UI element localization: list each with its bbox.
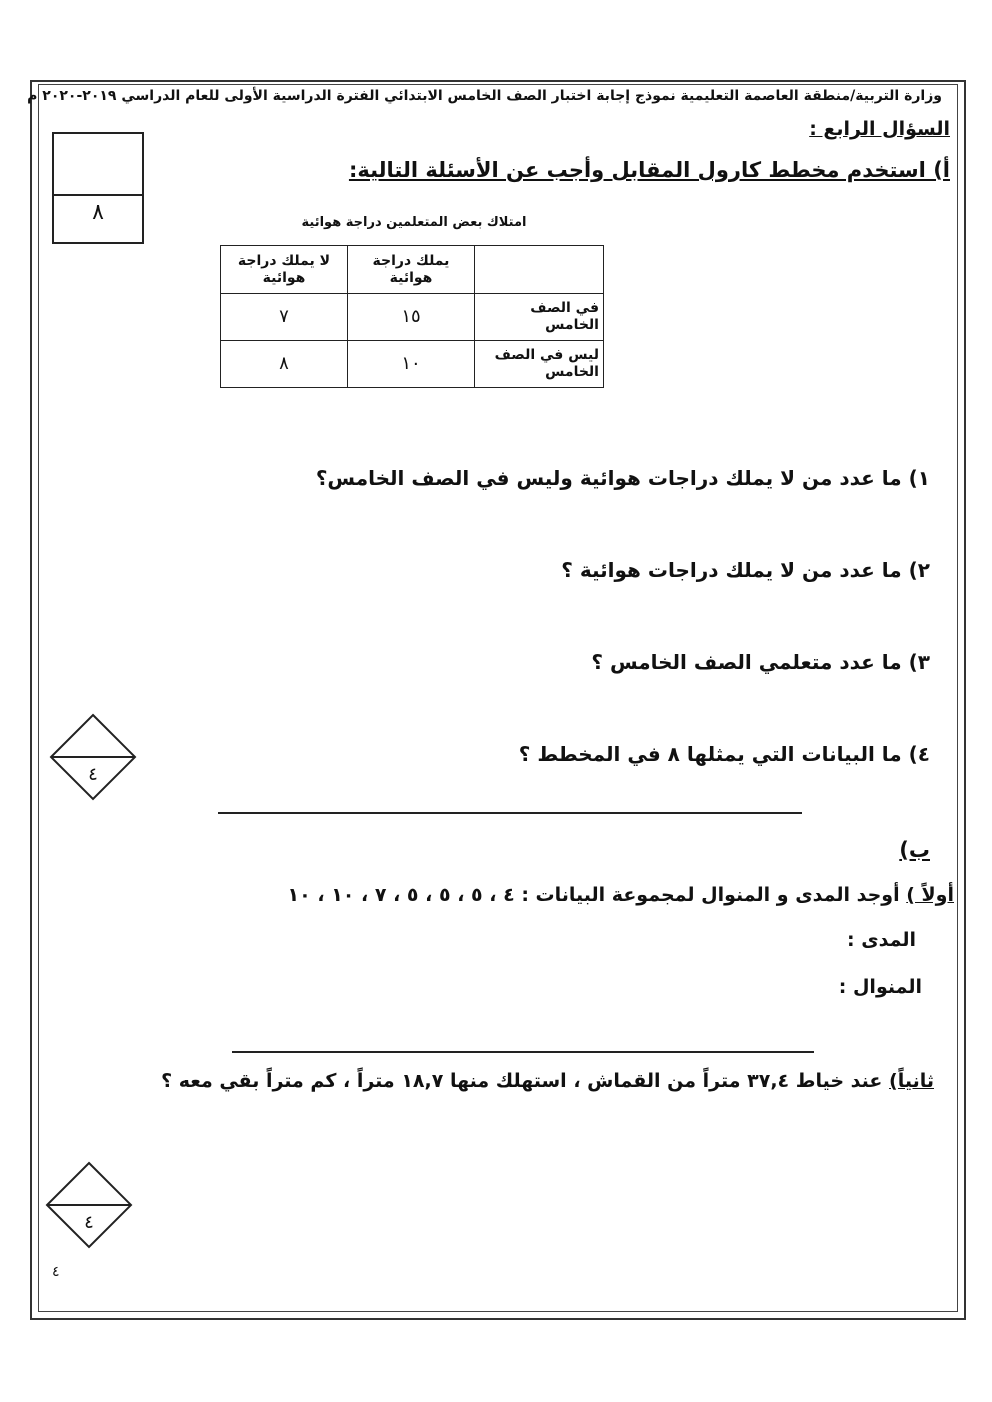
table-row xyxy=(221,294,604,341)
mode-label: المنوال : xyxy=(838,976,922,998)
diamond-shape xyxy=(48,712,138,802)
table-cell: ٧ xyxy=(221,294,348,341)
carroll-diagram xyxy=(220,245,604,388)
page-header: وزارة التربية/منطقة العاصمة التعليمية نموذج إجابة اختبار الصف الخامس الابتدائي الفترة الدراسية الأولى للعام الدراسي ٢٠١٩-٢٠٢٠ م xyxy=(27,88,942,104)
table-caption: امتلاك بعض المتعلمين دراجة هوائية xyxy=(301,215,527,230)
page-number: ٤ xyxy=(52,1264,60,1280)
diamond-score-b-value: ٤ xyxy=(84,1212,94,1233)
row-header: في الصف الخامس xyxy=(475,294,604,341)
question-title: السؤال الرابع : xyxy=(809,118,950,140)
row-header: ليس في الصف الخامس xyxy=(475,341,604,388)
diamond-score-b xyxy=(44,1160,134,1254)
score-divider xyxy=(54,194,142,196)
part-b-label: ب) xyxy=(899,838,930,862)
second-question xyxy=(161,1070,934,1092)
first-question-label: أولاً ) xyxy=(906,884,954,906)
separator-line xyxy=(218,812,802,814)
first-question xyxy=(288,884,954,906)
diamond-shape xyxy=(44,1160,134,1250)
sub-question-4: ٤) ما البيانات التي يمثلها ٨ في المخطط ؟ xyxy=(518,742,930,766)
first-question-text: أوجد المدى و المنوال لمجموعة البيانات : xyxy=(514,884,907,906)
data-set: ٤ ، ٥ ، ٥ ، ٥ ، ٧ ، ١٠ ، ١٠ xyxy=(287,884,515,906)
diamond-score-a-value: ٤ xyxy=(88,764,98,785)
score-total: ٨ xyxy=(92,200,104,225)
column-header: يملك دراجة هوائية xyxy=(348,246,475,294)
sub-question-3: ٣) ما عدد متعلمي الصف الخامس ؟ xyxy=(591,650,930,674)
part-a-instruction: أ) استخدم مخطط كارول المقابل وأجب عن الأسئلة التالية: xyxy=(348,158,950,182)
table-cell: ١٥ xyxy=(348,294,475,341)
table-cell: ٨ xyxy=(221,341,348,388)
table-corner-cell xyxy=(475,246,604,294)
second-question-text: عند خياط ٣٧,٤ متراً من القماش ، استهلك منها ١٨,٧ متراً ، كم متراً بقي معه ؟ xyxy=(161,1070,890,1092)
separator-line-2 xyxy=(232,1051,814,1053)
table-cell: ١٠ xyxy=(348,341,475,388)
range-label: المدى : xyxy=(847,929,916,951)
second-question-label: ثانياً) xyxy=(889,1070,934,1092)
sub-question-2: ٢) ما عدد من لا يملك دراجات هوائية ؟ xyxy=(561,558,930,582)
column-header: لا يملك دراجة هوائية xyxy=(221,246,348,294)
sub-question-1: ١) ما عدد من لا يملك دراجات هوائية وليس في الصف الخامس؟ xyxy=(315,466,930,490)
table-header-row xyxy=(221,246,604,294)
table-row xyxy=(221,341,604,388)
diamond-score-a xyxy=(48,712,138,806)
score-box xyxy=(52,132,144,244)
